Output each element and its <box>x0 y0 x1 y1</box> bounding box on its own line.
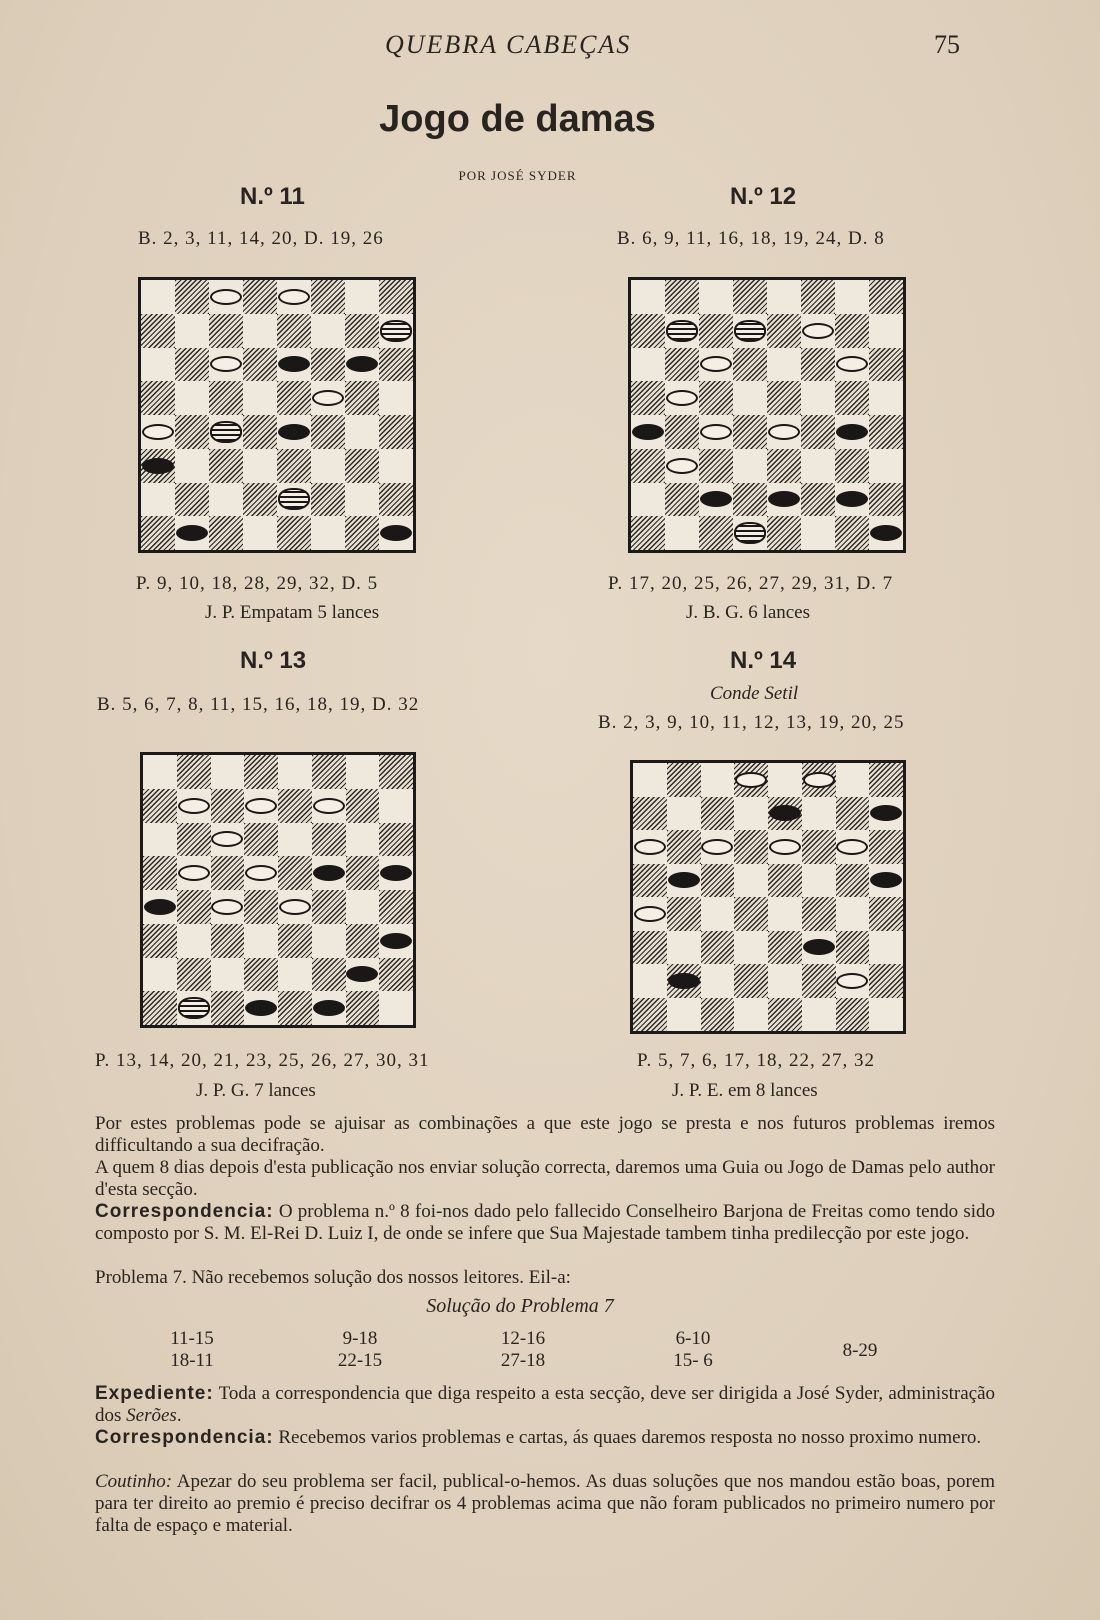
article-title: Jogo de damas <box>379 98 656 140</box>
board-square <box>243 449 277 483</box>
board-square <box>667 797 701 831</box>
board-square <box>278 823 312 857</box>
white-checker-piece <box>278 289 310 305</box>
board-square <box>278 958 312 992</box>
board-square <box>141 381 175 415</box>
board-square <box>768 864 802 898</box>
board-square <box>869 314 903 348</box>
board-square <box>767 314 801 348</box>
problem-11-blacks: P. 9, 10, 18, 28, 29, 32, D. 5 <box>136 573 379 594</box>
board-square <box>802 797 836 831</box>
board-square <box>175 280 209 314</box>
problem-11-board <box>138 277 416 553</box>
paragraph-correspondence-1 <box>55 1201 995 1245</box>
board-square <box>243 348 277 382</box>
board-square <box>836 864 870 898</box>
board-square <box>733 483 767 517</box>
problem-7-text: Problema 7. Não recebemos solução dos nossos leitores. Eil-a: <box>95 1267 571 1288</box>
board-square <box>733 449 767 483</box>
problem-11-number: N.º 11 <box>240 183 305 210</box>
expediente-end: . <box>176 1405 182 1426</box>
board-square <box>345 449 379 483</box>
white-checker-piece <box>279 899 311 915</box>
board-square <box>767 516 801 550</box>
board-square <box>836 897 870 931</box>
page-number: 75 <box>934 30 960 59</box>
board-square <box>209 483 243 517</box>
paragraph-prize-text: A quem 8 dias depois d'esta publicação nos enviar solução correcta, daremos uma Guia ou Jogo de Damas pelo author d'esta secção. <box>95 1157 995 1200</box>
board-square <box>699 516 733 550</box>
board-square <box>379 415 413 449</box>
problem-14-blacks: P. 5, 7, 6, 17, 18, 22, 27, 32 <box>637 1050 875 1071</box>
white-checker-piece <box>211 899 243 915</box>
board-square <box>665 483 699 517</box>
board-square <box>667 830 701 864</box>
board-square <box>734 998 768 1032</box>
board-square <box>768 964 802 998</box>
board-square <box>665 516 699 550</box>
expediente-seroes: Serões <box>126 1405 177 1426</box>
board-square <box>177 823 211 857</box>
board-square <box>734 931 768 965</box>
board-square <box>243 280 277 314</box>
board-square <box>836 998 870 1032</box>
black-checker-piece <box>632 424 664 440</box>
solution-move-1a: 11-15 <box>170 1328 214 1349</box>
problem-12-whites: B. 6, 9, 11, 16, 18, 19, 24, D. 8 <box>617 228 885 249</box>
problem-12-number: N.º 12 <box>730 183 797 210</box>
white-checker-piece <box>178 865 210 881</box>
board-square <box>633 998 667 1032</box>
paragraph-coutinho <box>55 1471 995 1537</box>
board-square <box>734 897 768 931</box>
board-square <box>633 931 667 965</box>
board-square <box>346 823 380 857</box>
white-checker-piece <box>634 906 666 922</box>
king-checker-piece <box>278 488 310 510</box>
board-square <box>869 415 903 449</box>
board-square <box>379 483 413 517</box>
king-checker-piece <box>210 421 242 443</box>
problem-13-result: J. P. G. 7 lances <box>196 1080 316 1101</box>
board-square <box>278 991 312 1025</box>
board-square <box>211 958 245 992</box>
board-square <box>699 449 733 483</box>
board-square <box>311 314 345 348</box>
board-square <box>175 415 209 449</box>
white-checker-piece <box>142 424 174 440</box>
byline: POR JOSÉ SYDER <box>458 168 577 183</box>
white-checker-piece <box>836 839 868 855</box>
running-head: QUEBRA CABEÇAS <box>385 30 632 59</box>
board-square <box>243 314 277 348</box>
board-square <box>631 483 665 517</box>
board-square <box>277 516 311 550</box>
king-checker-piece <box>178 997 210 1019</box>
black-checker-piece <box>803 939 835 955</box>
board-square <box>244 924 278 958</box>
board-square <box>836 763 870 797</box>
black-checker-piece <box>144 899 176 915</box>
correspondence-label: Correspondencia: <box>95 1201 274 1222</box>
board-square <box>243 415 277 449</box>
board-square <box>631 314 665 348</box>
board-square <box>311 516 345 550</box>
white-checker-piece <box>701 839 733 855</box>
board-square <box>211 789 245 823</box>
solution-move-2 <box>320 1328 400 1372</box>
board-square <box>278 789 312 823</box>
board-square <box>733 280 767 314</box>
board-square <box>768 931 802 965</box>
board-square <box>869 964 903 998</box>
board-square <box>835 280 869 314</box>
board-square <box>311 483 345 517</box>
board-square <box>667 763 701 797</box>
board-square <box>379 823 413 857</box>
board-square <box>346 789 380 823</box>
board-square <box>767 280 801 314</box>
black-checker-piece <box>380 933 412 949</box>
board-square <box>278 924 312 958</box>
king-checker-piece <box>380 320 412 342</box>
board-square <box>869 483 903 517</box>
board-square <box>345 314 379 348</box>
black-checker-piece <box>142 458 174 474</box>
board-square <box>734 830 768 864</box>
board-square <box>143 789 177 823</box>
board-square <box>733 415 767 449</box>
board-square <box>379 755 413 789</box>
problem-13-board <box>140 752 416 1028</box>
board-square <box>767 449 801 483</box>
board-square <box>701 964 735 998</box>
board-square <box>243 381 277 415</box>
board-square <box>379 449 413 483</box>
board-square <box>346 991 380 1025</box>
solution-move-1 <box>152 1328 232 1372</box>
board-square <box>801 381 835 415</box>
board-square <box>141 483 175 517</box>
board-square <box>346 856 380 890</box>
white-checker-piece <box>836 973 868 989</box>
white-checker-piece <box>634 839 666 855</box>
board-square <box>869 449 903 483</box>
problem-12-blacks: P. 17, 20, 25, 26, 27, 29, 31, D. 7 <box>608 573 894 594</box>
board-square <box>631 280 665 314</box>
board-square <box>311 280 345 314</box>
board-square <box>244 958 278 992</box>
board-square <box>802 830 836 864</box>
board-square <box>243 516 277 550</box>
black-checker-piece <box>668 973 700 989</box>
board-square <box>209 381 243 415</box>
board-square <box>631 449 665 483</box>
board-square <box>835 314 869 348</box>
black-checker-piece <box>313 865 345 881</box>
board-square <box>701 897 735 931</box>
board-square <box>345 483 379 517</box>
board-square <box>243 483 277 517</box>
board-square <box>836 931 870 965</box>
board-square <box>801 280 835 314</box>
board-square <box>768 897 802 931</box>
board-square <box>767 381 801 415</box>
problem-14-number: N.º 14 <box>730 647 797 674</box>
solution-move-3 <box>483 1328 563 1372</box>
board-square <box>835 516 869 550</box>
problem-14-whites: B. 2, 3, 9, 10, 11, 12, 13, 19, 20, 25 <box>598 712 905 733</box>
correspondence-2-text: Recebemos varios problemas e cartas, ás quaes daremos resposta no nosso proximo numero. <box>273 1427 982 1448</box>
board-square <box>211 856 245 890</box>
paragraph-prize <box>55 1157 995 1201</box>
solution-move-2a: 9-18 <box>342 1328 378 1349</box>
problem-12-board <box>628 277 906 553</box>
problem-13-blacks: P. 13, 14, 20, 21, 23, 25, 26, 27, 30, 31 <box>95 1050 430 1071</box>
board-square <box>143 991 177 1025</box>
expediente-text: Toda a correspondencia que diga respeito a esta secção, deve ser dirigida a José Syder, administração dos <box>95 1383 995 1426</box>
black-checker-piece <box>380 525 412 541</box>
board-square <box>379 280 413 314</box>
black-checker-piece <box>836 424 868 440</box>
board-square <box>836 797 870 831</box>
board-square <box>633 864 667 898</box>
board-square <box>733 381 767 415</box>
board-square <box>767 348 801 382</box>
board-square <box>177 755 211 789</box>
board-square <box>278 856 312 890</box>
board-square <box>143 856 177 890</box>
board-square <box>379 958 413 992</box>
board-square <box>733 348 767 382</box>
board-square <box>631 381 665 415</box>
white-checker-piece <box>312 390 344 406</box>
board-square <box>345 415 379 449</box>
board-square <box>869 830 903 864</box>
board-square <box>345 280 379 314</box>
board-square <box>312 755 346 789</box>
paragraph-correspondence-2 <box>55 1427 995 1449</box>
board-square <box>346 924 380 958</box>
board-square <box>141 348 175 382</box>
board-square <box>869 763 903 797</box>
board-square <box>278 755 312 789</box>
board-square <box>175 381 209 415</box>
board-square <box>667 998 701 1032</box>
board-square <box>143 924 177 958</box>
board-square <box>379 991 413 1025</box>
board-square <box>244 823 278 857</box>
expediente-label: Expediente: <box>95 1383 214 1404</box>
white-checker-piece <box>178 798 210 814</box>
coutinho-label: Coutinho: <box>95 1471 173 1492</box>
board-square <box>665 348 699 382</box>
board-square <box>701 763 735 797</box>
board-square <box>141 280 175 314</box>
board-square <box>665 415 699 449</box>
board-square <box>701 864 735 898</box>
board-square <box>311 415 345 449</box>
board-square <box>835 381 869 415</box>
white-checker-piece <box>700 424 732 440</box>
king-checker-piece <box>666 320 698 342</box>
problem-11-whites: B. 2, 3, 11, 14, 20, D. 19, 26 <box>138 228 384 249</box>
white-checker-piece <box>735 772 767 788</box>
board-square <box>699 280 733 314</box>
white-checker-piece <box>245 798 277 814</box>
board-square <box>346 755 380 789</box>
coutinho-text: Apezar do seu problema ser facil, publical-o-hemos. As duas soluções que nos mandou estão boas, porem para ter direito ao premio é preciso decifrar os 4 problemas acima que não foram publicados no primeiro numero por falta de espaço e material. <box>95 1471 995 1536</box>
board-square <box>667 931 701 965</box>
white-checker-piece <box>666 390 698 406</box>
board-square <box>143 823 177 857</box>
board-square <box>869 998 903 1032</box>
board-square <box>768 998 802 1032</box>
solution-move-3b: 27-18 <box>500 1350 546 1371</box>
board-square <box>631 348 665 382</box>
paragraph-intro-text: Por estes problemas pode se ajuisar as combinações a que este jogo se presta e nos futuros problemas iremos difficultando a sua decifração. <box>95 1113 995 1156</box>
board-square <box>802 897 836 931</box>
board-square <box>734 864 768 898</box>
board-square <box>244 755 278 789</box>
board-square <box>633 763 667 797</box>
problem-13-whites: B. 5, 6, 7, 8, 11, 15, 16, 18, 19, D. 32 <box>97 694 420 715</box>
board-square <box>143 755 177 789</box>
problem-14-board <box>630 760 906 1034</box>
correspondence-text: O problema n.º 8 foi-nos dado pelo fallecido Conselheiro Barjona de Freitas como tendo sido composto por S. M. El-Rei D. Luiz I, de onde se infere que Sua Majestade tambem tinha predilecção por este jogo. <box>95 1201 995 1244</box>
board-square <box>768 763 802 797</box>
board-square <box>211 755 245 789</box>
board-square <box>175 483 209 517</box>
board-square <box>701 998 735 1032</box>
board-square <box>869 897 903 931</box>
board-square <box>665 280 699 314</box>
board-square <box>802 864 836 898</box>
board-square <box>802 998 836 1032</box>
black-checker-piece <box>278 424 310 440</box>
paragraph-intro <box>55 1113 995 1157</box>
solution-move-5: 8-29 <box>842 1340 878 1361</box>
board-square <box>869 348 903 382</box>
solution-move-3a: 12-16 <box>500 1328 546 1349</box>
board-square <box>379 789 413 823</box>
board-square <box>701 931 735 965</box>
board-square <box>177 890 211 924</box>
board-square <box>311 348 345 382</box>
white-checker-piece <box>313 798 345 814</box>
board-square <box>346 890 380 924</box>
board-square <box>699 314 733 348</box>
board-square <box>277 314 311 348</box>
black-checker-piece <box>870 525 902 541</box>
paragraph-problem-7 <box>55 1267 995 1289</box>
white-checker-piece <box>210 289 242 305</box>
correspondence-2-label: Correspondencia: <box>95 1427 274 1448</box>
board-square <box>869 280 903 314</box>
problem-11-result: J. P. Empatam 5 lances <box>205 602 380 623</box>
board-square <box>801 516 835 550</box>
white-checker-piece <box>803 772 835 788</box>
board-square <box>379 381 413 415</box>
solution-move-4a: 6-10 <box>675 1328 711 1349</box>
board-square <box>141 516 175 550</box>
white-checker-piece <box>666 458 698 474</box>
board-square <box>801 348 835 382</box>
board-square <box>312 890 346 924</box>
board-square <box>175 314 209 348</box>
board-square <box>345 381 379 415</box>
board-square <box>209 314 243 348</box>
white-checker-piece <box>802 323 834 339</box>
board-square <box>699 381 733 415</box>
board-square <box>175 348 209 382</box>
solution-move-4b: 15- 6 <box>673 1350 713 1371</box>
board-square <box>311 449 345 483</box>
board-square <box>734 797 768 831</box>
problem-14-result: J. P. E. em 8 lances <box>672 1080 818 1101</box>
black-checker-piece <box>176 525 208 541</box>
problem-13-number: N.º 13 <box>240 647 307 674</box>
solution-move-1b: 18-11 <box>170 1350 214 1371</box>
board-square <box>734 964 768 998</box>
solution-title: Solução do Problema 7 <box>426 1295 614 1317</box>
board-square <box>312 823 346 857</box>
board-square <box>277 381 311 415</box>
board-square <box>801 449 835 483</box>
board-square <box>802 964 836 998</box>
board-square <box>379 348 413 382</box>
board-square <box>244 890 278 924</box>
board-square <box>209 516 243 550</box>
paragraph-expediente <box>55 1383 995 1427</box>
board-square <box>835 449 869 483</box>
board-square <box>801 483 835 517</box>
board-square <box>209 449 243 483</box>
board-square <box>177 924 211 958</box>
black-checker-piece <box>313 1000 345 1016</box>
board-square <box>379 890 413 924</box>
board-square <box>633 964 667 998</box>
board-square <box>277 449 311 483</box>
white-checker-piece <box>768 424 800 440</box>
board-square <box>633 797 667 831</box>
solution-move-4 <box>653 1328 733 1372</box>
board-square <box>211 924 245 958</box>
solution-move-2b: 22-15 <box>337 1350 383 1371</box>
white-checker-piece <box>769 839 801 855</box>
board-square <box>667 897 701 931</box>
problem-14-author: Conde Setil <box>710 683 799 704</box>
board-square <box>869 931 903 965</box>
board-square <box>177 958 211 992</box>
board-square <box>869 381 903 415</box>
board-square <box>312 958 346 992</box>
board-square <box>312 924 346 958</box>
board-square <box>631 516 665 550</box>
board-square <box>141 314 175 348</box>
king-checker-piece <box>734 522 766 544</box>
board-square <box>211 991 245 1025</box>
black-checker-piece <box>668 872 700 888</box>
problem-12-result: J. B. G. 6 lances <box>686 602 811 623</box>
board-square <box>701 797 735 831</box>
king-checker-piece <box>734 320 766 342</box>
board-square <box>175 449 209 483</box>
board-square <box>801 415 835 449</box>
board-square <box>143 958 177 992</box>
board-square <box>345 516 379 550</box>
